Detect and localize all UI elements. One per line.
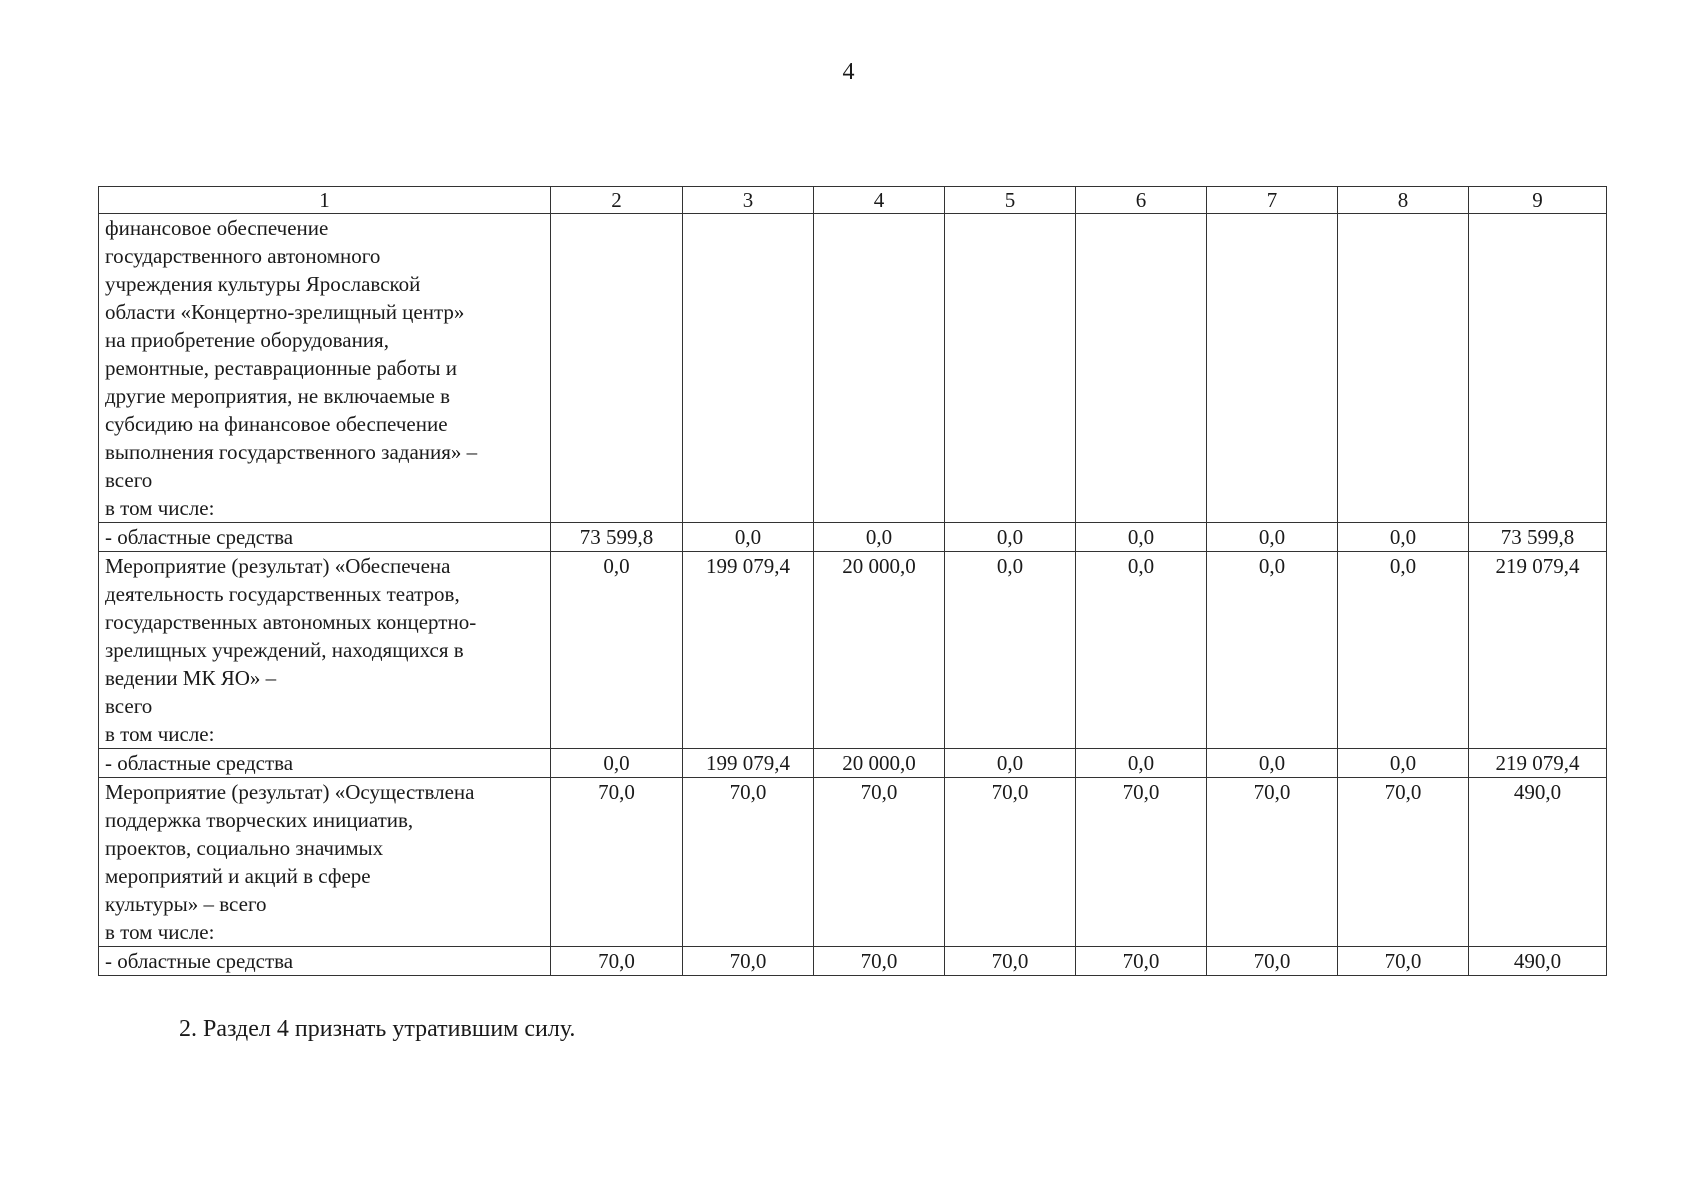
column-header: 9 <box>1469 187 1607 214</box>
table-body <box>99 187 1607 976</box>
table-cell: 0,0 <box>1207 749 1338 778</box>
table-cell: 70,0 <box>1207 947 1338 976</box>
table-cell: 70,0 <box>551 778 683 947</box>
table-cell: 70,0 <box>683 947 814 976</box>
table-cell: 490,0 <box>1469 947 1607 976</box>
table-cell: 73 599,8 <box>551 523 683 552</box>
row-label-line: Мероприятие (результат) «Обеспечена <box>105 554 451 578</box>
row-label-line: Мероприятие (результат) «Осуществлена <box>105 780 475 804</box>
row-label-line: - областные средства <box>105 525 294 549</box>
budget-table <box>98 186 1607 976</box>
table-cell: 70,0 <box>1338 778 1469 947</box>
column-header: 8 <box>1338 187 1469 214</box>
row-label-line: финансовое обеспечение <box>105 216 329 240</box>
table-cell: 0,0 <box>945 749 1076 778</box>
row-label <box>99 214 551 523</box>
column-header: 5 <box>945 187 1076 214</box>
row-label-line: в том числе: <box>105 496 215 520</box>
table-row <box>99 778 1607 947</box>
table-cell: 20 000,0 <box>814 749 945 778</box>
table-cell: 70,0 <box>1207 778 1338 947</box>
row-label-line: государственного автономного <box>105 244 381 268</box>
table-cell: 70,0 <box>814 947 945 976</box>
column-header: 7 <box>1207 187 1338 214</box>
row-label <box>99 778 551 947</box>
column-header: 1 <box>99 187 551 214</box>
table-cell: 199 079,4 <box>683 552 814 749</box>
row-label-line: на приобретение оборудования, <box>105 328 389 352</box>
table-cell: 0,0 <box>814 523 945 552</box>
row-label <box>99 552 551 749</box>
table-cell: 0,0 <box>1338 552 1469 749</box>
table-cell <box>945 214 1076 523</box>
row-label-line: - областные средства <box>105 949 294 973</box>
row-label-line: проектов, социально значимых <box>105 836 384 860</box>
table-cell: 70,0 <box>1076 778 1207 947</box>
table-cell: 20 000,0 <box>814 552 945 749</box>
table-cell: 70,0 <box>1076 947 1207 976</box>
row-label-line: всего <box>105 468 153 492</box>
row-label-line: области «Концертно-зрелищный центр» <box>105 300 465 324</box>
table-cell <box>1207 214 1338 523</box>
table-cell: 0,0 <box>551 552 683 749</box>
column-header: 6 <box>1076 187 1207 214</box>
row-label-line: в том числе: <box>105 722 215 746</box>
table-cell: 0,0 <box>1076 523 1207 552</box>
table-header-row <box>99 187 1607 214</box>
row-label-line: зрелищных учреждений, находящихся в <box>105 638 464 662</box>
row-label-line: деятельность государственных театров, <box>105 582 460 606</box>
table-cell: 490,0 <box>1469 778 1607 947</box>
row-label <box>99 523 551 552</box>
table-cell: 73 599,8 <box>1469 523 1607 552</box>
row-label <box>99 749 551 778</box>
table-row <box>99 749 1607 778</box>
table-cell: 70,0 <box>1338 947 1469 976</box>
row-label-line: государственных автономных концертно- <box>105 610 477 634</box>
table-cell: 70,0 <box>683 778 814 947</box>
table-row <box>99 214 1607 523</box>
row-label-line: мероприятий и акций в сфере <box>105 864 371 888</box>
closing-paragraph: 2. Раздел 4 признать утратившим силу. <box>179 1016 576 1042</box>
table-row <box>99 523 1607 552</box>
row-label-line: ведении МК ЯО» – <box>105 666 277 690</box>
table-cell: 70,0 <box>814 778 945 947</box>
table-cell: 0,0 <box>1338 749 1469 778</box>
table-cell: 0,0 <box>1076 749 1207 778</box>
row-label-line: субсидию на финансовое обеспечение <box>105 412 448 436</box>
table-cell: 219 079,4 <box>1469 749 1607 778</box>
table-cell <box>1338 214 1469 523</box>
table-cell: 70,0 <box>945 778 1076 947</box>
table-row <box>99 552 1607 749</box>
row-label-line: культуры» – всего <box>105 892 267 916</box>
row-label-line: в том числе: <box>105 920 215 944</box>
row-label-line: - областные средства <box>105 751 294 775</box>
table-row <box>99 947 1607 976</box>
table-cell: 70,0 <box>551 947 683 976</box>
row-label-line: другие мероприятия, не включаемые в <box>105 384 451 408</box>
row-label-line: учреждения культуры Ярославской <box>105 272 421 296</box>
row-label-line: ремонтные, реставрационные работы и <box>105 356 457 380</box>
column-header: 3 <box>683 187 814 214</box>
table-cell: 0,0 <box>1207 552 1338 749</box>
table-cell: 0,0 <box>1076 552 1207 749</box>
row-label-line: всего <box>105 694 153 718</box>
table-cell: 219 079,4 <box>1469 552 1607 749</box>
table-cell: 0,0 <box>683 523 814 552</box>
table-cell: 0,0 <box>1338 523 1469 552</box>
table-cell: 199 079,4 <box>683 749 814 778</box>
row-label-line: выполнения государственного задания» – <box>105 440 478 464</box>
table-cell <box>551 214 683 523</box>
table-cell: 0,0 <box>1207 523 1338 552</box>
table-cell <box>1469 214 1607 523</box>
column-header: 2 <box>551 187 683 214</box>
row-label <box>99 947 551 976</box>
column-header: 4 <box>814 187 945 214</box>
table-cell: 0,0 <box>945 523 1076 552</box>
table-cell <box>1076 214 1207 523</box>
table-cell <box>683 214 814 523</box>
table-cell: 0,0 <box>551 749 683 778</box>
table-cell <box>814 214 945 523</box>
table-cell: 0,0 <box>945 552 1076 749</box>
page-number: 4 <box>842 59 855 85</box>
row-label-line: поддержка творческих инициатив, <box>105 808 414 832</box>
table-cell: 70,0 <box>945 947 1076 976</box>
